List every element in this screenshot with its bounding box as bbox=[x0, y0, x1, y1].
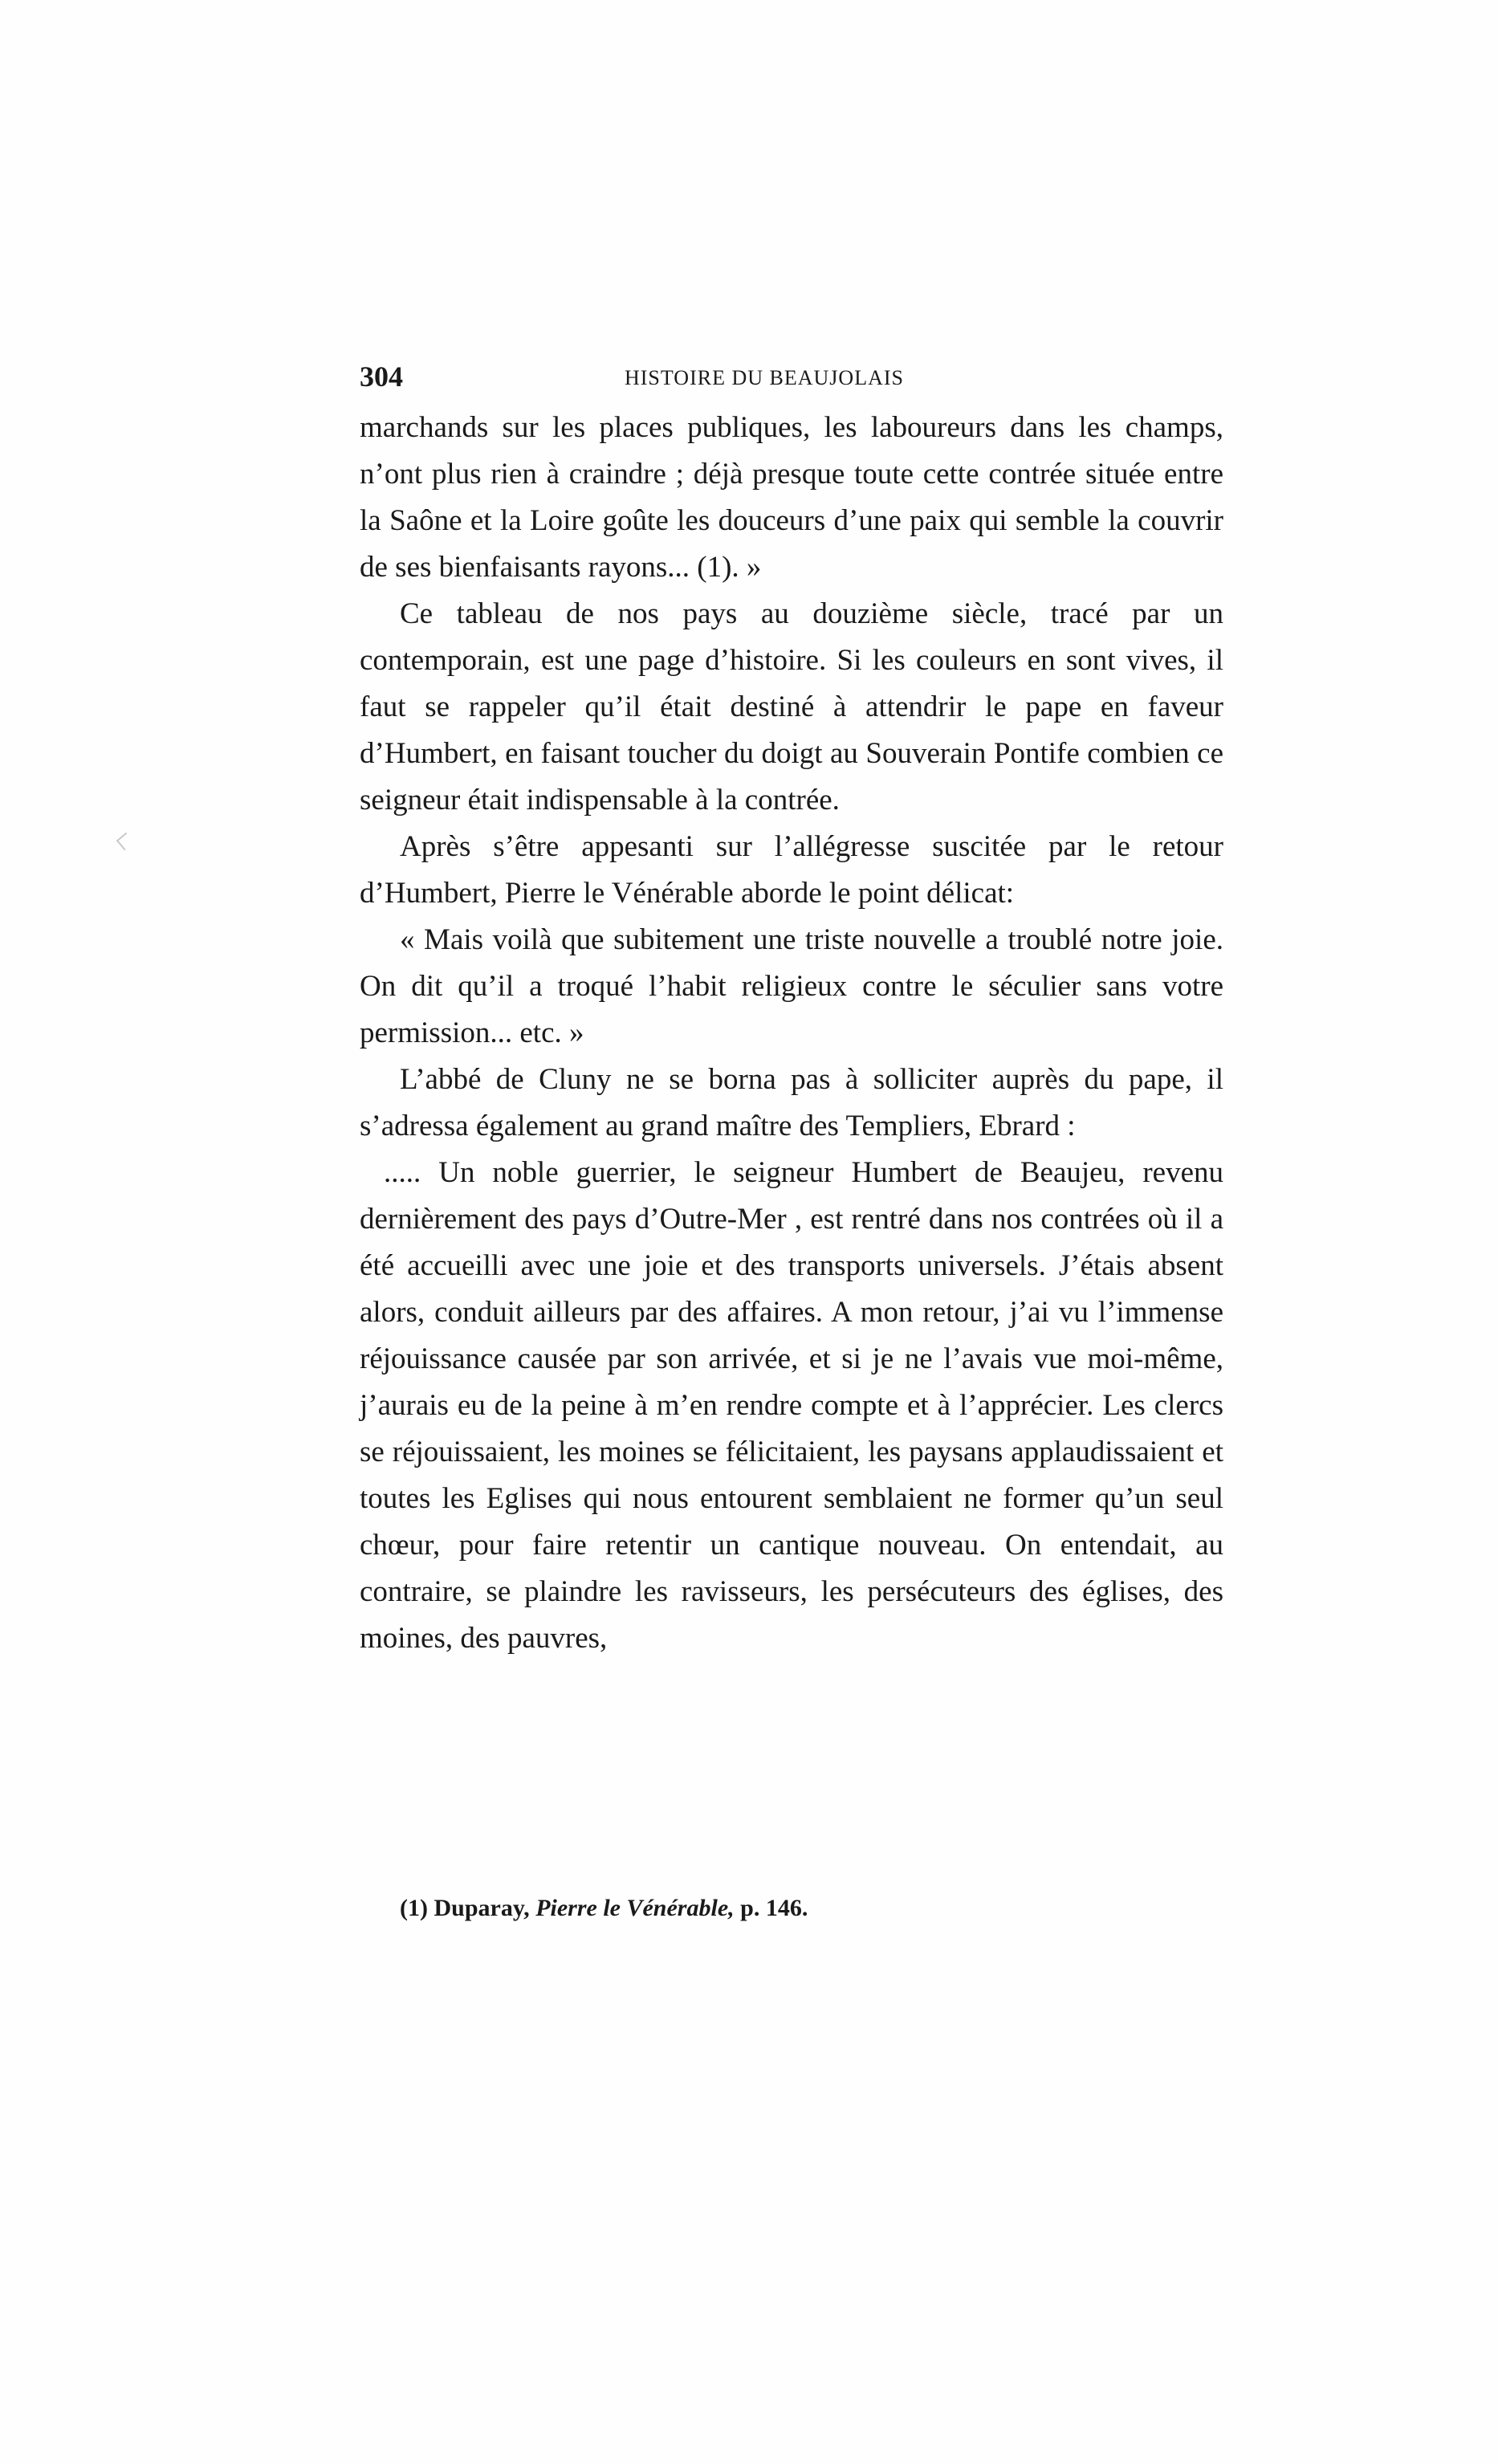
body-text bbox=[360, 405, 1223, 1662]
paper-blemish bbox=[116, 833, 135, 851]
footnote-author: (1) Duparay, bbox=[400, 1895, 530, 1921]
footnote-title: Pierre le Vénérable, bbox=[535, 1895, 735, 1921]
paragraph-quote-ebrard: ..... Un noble guerrier, le seigneur Humbert de Beaujeu, revenu dernièrement des pays d’Outre-Mer , est rentré dans nos contrées où il a été accueilli avec une joie et des transports universels. J’étais absent alors, conduit ailleurs par des affaires. A mon retour, j’ai vu l’immense réjouissance causée par son arrivée, et si je ne l’avais vue moi-même, j’aurais eu de la peine à m’en rendre compte et à l’apprécier. Les clercs se réjouissaient, les moines se félicitaient, les paysans applaudissaient et toutes les Eglises qui nous entourent semblaient ne former qu’un seul chœur, pour faire retentir un cantique nouveau. On entendait, au contraire, se plaindre les ravisseurs, les persécuteurs des églises, des moines, des pauvres, bbox=[360, 1156, 1223, 1655]
paragraph-abbe-cluny: L’abbé de Cluny ne se borna pas à solliciter auprès du pape, il s’adressa également au grand maître des Templiers, Ebrard : bbox=[360, 1063, 1223, 1142]
running-title: HISTOIRE DU BEAUJOLAIS bbox=[625, 366, 904, 389]
page-number: 304 bbox=[360, 360, 403, 393]
paragraph-continuation: marchands sur les places publiques, les laboureurs dans les champs, n’ont plus rien à craindre ; déjà presque toute cette contrée située entre la Saône et la Loire goûte les douceurs d’une paix qui semble la couvrir de ses bienfaisants rayons... (1). » bbox=[360, 411, 1223, 584]
paragraph-quote-pope: « Mais voilà que subitement une triste nouvelle a troublé notre joie. On dit qu’il a troqué l’habit religieux contre le séculier sans votre permission... etc. » bbox=[360, 923, 1223, 1049]
page-header bbox=[360, 360, 1223, 400]
paragraph-apres: Après s’être appesanti sur l’allégresse suscitée par le retour d’Humbert, Pierre le Vénérable aborde le point délicat: bbox=[360, 830, 1223, 910]
paragraph-tableau: Ce tableau de nos pays au douzième siècle, tracé par un contemporain, est une page d’histoire. Si les couleurs en sont vives, il faut se rappeler qu’il était destiné à attendrir le pape en faveur d’Humbert, en faisant toucher du doigt au Souverain Pontife combien ce seigneur était indispensable à la contrée. bbox=[360, 597, 1223, 817]
footnote-page: p. 146. bbox=[740, 1895, 808, 1921]
footnote bbox=[400, 1895, 808, 1922]
